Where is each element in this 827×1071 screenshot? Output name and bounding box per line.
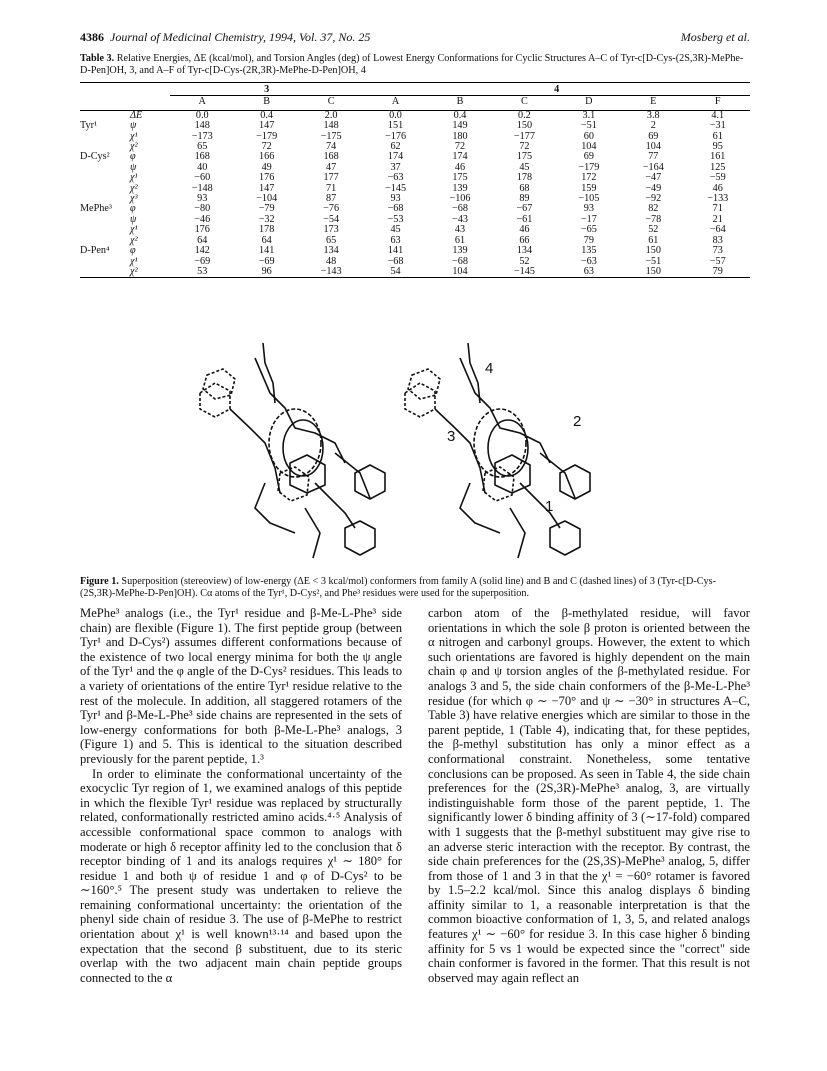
figure-label-4: 4 xyxy=(485,360,494,377)
value-cell: 134 xyxy=(323,245,339,257)
table-group-header-row xyxy=(80,83,750,96)
residue-cell xyxy=(80,215,130,225)
angle-cell: ΔE xyxy=(130,109,143,121)
figure-label-3: 3 xyxy=(447,428,456,445)
value-cell: 72 xyxy=(261,141,272,153)
group-header-3: 3 xyxy=(170,83,363,96)
value-cell: −78 xyxy=(645,213,662,225)
residue-cell: D-Pen⁴ xyxy=(80,245,110,257)
value-cell: 176 xyxy=(259,172,275,184)
column-header-3-a: A xyxy=(170,96,234,110)
value-cell: 178 xyxy=(259,224,275,236)
value-cell: −177 xyxy=(513,130,535,142)
angle-cell: ψ xyxy=(130,161,137,173)
column-header-4-b: B xyxy=(428,96,492,110)
column-header-4-f: F xyxy=(686,96,751,110)
value-cell: 166 xyxy=(259,151,275,163)
value-cell: 0.0 xyxy=(389,109,402,121)
stereoview-figure xyxy=(195,333,635,573)
column-header-3-b: B xyxy=(234,96,298,110)
angle-cell: χ² xyxy=(130,182,138,194)
value-cell: 45 xyxy=(519,161,530,173)
value-cell: 141 xyxy=(259,245,275,257)
angle-cell: χ¹ xyxy=(130,255,138,267)
angle-cell: φ xyxy=(130,151,136,163)
column-header-3-c: C xyxy=(299,96,363,110)
value-cell: 49 xyxy=(261,161,272,173)
value-cell: 74 xyxy=(326,141,337,153)
value-cell: 77 xyxy=(648,151,659,163)
value-cell: 62 xyxy=(390,141,401,153)
value-cell: −143 xyxy=(299,267,363,278)
value-cell: 68 xyxy=(519,182,530,194)
value-cell: −79 xyxy=(258,203,275,215)
right-paragraph-1: carbon atom of the β-methylated residue, will favor orientations in which the sole β proton is oriented between the α nitrogen and carbonyl groups. However, the extent to which such orientations are favored is highly dependent on the main chain φ and ψ torsion angles of the β-methylated residue. For analogs 3 and 5, the side chain conformers of the β-Me-L-Phe³ residue (for which φ ∼ −70° and ψ ∼ −30° in structures A–C, Table 3) have relative energies which are similar to those in the parent peptide, 1 (Table 4), indicating that, for these peptides, the β-methyl substitution has only a minor effect as a conformational constraint. Nonetheless, some tentative conclusions can be proposed. As seen in Table 4, the side chain preferences for the (2S,3R)-MePhe³ analog, 3, are virtually indistinguishable form those of the parent peptide, 1. The significantly lower δ binding affinity of 3 (∼17-fold) compared with 1 suggests that the β-methyl substituent may give rise to an adverse steric interaction with the receptor. By contrast, the side chain preferences for the (2S,3S)-MePhe³ analog, 5, differ from those of 1 and 3 in that the χ¹ = −60° rotamer is favored by 1.5–2.2 kcal/mol. Since this analog displays δ binding affinity similar to 1, a reasonable interpretation is that the common bioactive conformation of 1, 3, 5, and related analogs features χ¹ ∼ −60° for residue 3. In this case higher δ binding affinity for 5 vs 1 would be expected since the "correct" side chain conformer is favored in the former. That this result is not observed may again reflect an xyxy=(428,606,750,985)
residue-cell xyxy=(80,173,130,183)
value-cell: −51 xyxy=(580,120,597,132)
value-cell: 72 xyxy=(454,141,466,153)
table-caption xyxy=(80,53,750,77)
figure-label: Figure 1. xyxy=(80,576,119,587)
value-cell: 46 xyxy=(519,224,530,236)
value-cell: −43 xyxy=(452,213,468,225)
value-cell: 0.4 xyxy=(453,109,467,121)
angle-cell: φ xyxy=(130,203,136,215)
value-cell: −60 xyxy=(194,172,211,184)
column-header-4-d: D xyxy=(557,96,621,110)
table-row xyxy=(80,246,750,256)
body-column-left xyxy=(80,606,402,985)
value-cell: 40 xyxy=(197,161,208,173)
value-cell: 64 xyxy=(197,234,208,246)
journal-citation: Journal of Medicinal Chemistry, 1994, Vol. 37, No. 25 xyxy=(110,30,371,44)
value-cell: 148 xyxy=(323,120,339,132)
value-cell: 134 xyxy=(516,245,533,257)
value-cell: 148 xyxy=(194,120,210,132)
value-cell: 141 xyxy=(387,245,404,257)
value-cell: 93 xyxy=(583,203,594,215)
value-cell: 96 xyxy=(234,267,298,278)
value-cell: 21 xyxy=(712,213,723,225)
value-cell: −31 xyxy=(709,120,726,132)
value-cell: −164 xyxy=(642,161,664,173)
right-stereo-structure xyxy=(405,343,590,558)
value-cell: −65 xyxy=(580,224,597,236)
table-row xyxy=(80,110,750,121)
value-cell: 47 xyxy=(326,161,337,173)
value-cell: 45 xyxy=(390,224,401,236)
value-cell: 65 xyxy=(326,234,337,246)
value-cell: 3.8 xyxy=(646,109,660,121)
figure-caption-text: Superposition (stereoview) of low-energy (ΔE < 3 kcal/mol) conformers from family A (solid line) and B and C (dashed lines) of 3 (Tyr-c[D-Cys-(2S,3R)-MePhe-D-Pen]OH). Cα atoms of the Tyr¹, D-Cys², and Phe³ residues were used for the superposition. xyxy=(80,576,716,599)
value-cell: −106 xyxy=(449,193,471,205)
value-cell: −76 xyxy=(323,203,340,215)
angle-cell: ψ xyxy=(130,120,137,132)
value-cell: −68 xyxy=(452,203,468,215)
table-column-header-row xyxy=(80,96,750,110)
value-cell: 61 xyxy=(454,234,466,246)
value-cell: −63 xyxy=(580,255,597,267)
value-cell: 4.1 xyxy=(711,109,725,121)
column-header-4-e: E xyxy=(621,96,685,110)
table-caption-text: Relative Energies, ΔE (kcal/mol), and Torsion Angles (deg) of Lowest Energy Conformations for Cyclic Structures A–C of Tyr-c[D-Cys-(2S,3R)-MePhe-D-Pen]OH, 3, and A–F of Tyr-c[D-Cys-(2R,3R)-MePhe-D-Pen]OH, 4 xyxy=(80,53,744,76)
value-cell: 0.0 xyxy=(195,109,209,121)
value-cell: −145 xyxy=(385,182,407,194)
figure-label-1: 1 xyxy=(545,498,554,515)
value-cell: −179 xyxy=(256,130,278,142)
value-cell: −68 xyxy=(387,203,404,215)
value-cell: −61 xyxy=(516,213,533,225)
value-cell: −80 xyxy=(194,203,211,215)
value-cell: −64 xyxy=(709,224,726,236)
value-cell: −175 xyxy=(320,130,342,142)
value-cell: 72 xyxy=(519,141,530,153)
value-cell: 63 xyxy=(557,267,621,278)
value-cell: 147 xyxy=(259,120,275,132)
angle-cell: χ¹ xyxy=(130,130,138,142)
value-cell: −179 xyxy=(578,161,600,173)
value-cell: 48 xyxy=(326,255,337,267)
value-cell: 161 xyxy=(710,151,726,163)
value-cell: −46 xyxy=(194,213,211,225)
value-cell: 139 xyxy=(452,245,468,257)
value-cell: −145 xyxy=(492,267,556,278)
angle-cell: φ xyxy=(130,245,136,257)
value-cell: 69 xyxy=(583,151,594,163)
value-cell: −68 xyxy=(452,255,468,267)
value-cell: −53 xyxy=(387,213,404,225)
running-authors: Mosberg et al. xyxy=(680,30,750,44)
value-cell: −68 xyxy=(387,255,404,267)
figure-label-2: 2 xyxy=(573,413,582,430)
value-cell: 0.2 xyxy=(518,109,531,121)
value-cell: 69 xyxy=(648,130,659,142)
value-cell: 175 xyxy=(452,172,468,184)
value-cell: 142 xyxy=(194,245,210,257)
value-cell: 3.1 xyxy=(582,109,596,121)
figure-caption xyxy=(80,576,750,600)
value-cell: −105 xyxy=(578,193,600,205)
value-cell: 73 xyxy=(712,245,723,257)
group-header-4: 4 xyxy=(363,83,750,96)
column-header-4-a: A xyxy=(363,96,427,110)
body-column-right xyxy=(428,606,750,985)
value-cell: −47 xyxy=(645,172,662,184)
value-cell: 63 xyxy=(390,234,401,246)
value-cell: −173 xyxy=(191,130,213,142)
value-cell: 177 xyxy=(323,172,339,184)
value-cell: 168 xyxy=(194,151,210,163)
value-cell: 71 xyxy=(712,203,723,215)
table-label: Table 3. xyxy=(80,53,115,64)
value-cell: −63 xyxy=(387,172,404,184)
value-cell: 168 xyxy=(323,151,339,163)
angle-cell: χ¹ xyxy=(130,224,138,236)
value-cell: 53 xyxy=(170,267,234,278)
value-cell: 175 xyxy=(516,151,533,163)
value-cell: 174 xyxy=(452,151,468,163)
value-cell: 46 xyxy=(712,182,723,194)
value-cell: 172 xyxy=(581,172,597,184)
value-cell: 79 xyxy=(686,267,751,278)
value-cell: 180 xyxy=(452,130,468,142)
angle-cell: χ² xyxy=(130,234,138,246)
value-cell: 2.0 xyxy=(324,109,338,121)
value-cell: 93 xyxy=(197,193,208,205)
residue-cell xyxy=(80,132,130,142)
value-cell: 147 xyxy=(259,182,275,194)
value-cell: 82 xyxy=(648,203,659,215)
value-cell: 64 xyxy=(261,234,272,246)
value-cell: 176 xyxy=(194,224,210,236)
value-cell: 139 xyxy=(452,182,468,194)
value-cell: −92 xyxy=(645,193,662,205)
residue-cell xyxy=(80,267,130,278)
value-cell: −69 xyxy=(194,255,211,267)
value-cell: 52 xyxy=(648,224,659,236)
value-cell: 65 xyxy=(197,141,208,153)
value-cell: 151 xyxy=(387,120,404,132)
value-cell: 61 xyxy=(712,130,723,142)
value-cell: 150 xyxy=(645,245,661,257)
value-cell: 87 xyxy=(326,193,337,205)
value-cell: 2 xyxy=(650,120,656,132)
value-cell: 37 xyxy=(390,161,401,173)
value-cell: 104 xyxy=(428,267,492,278)
value-cell: 66 xyxy=(519,234,530,246)
value-cell: 95 xyxy=(712,141,723,153)
left-paragraph-1: MePhe³ analogs (i.e., the Tyr¹ residue and β-Me-L-Phe³ side chain) are flexible (Figure 1). The first peptide group (between Tyr¹ and D-Cys²) assumes different conformations because of the existence of two local energy minima for both the ψ angle of the Tyr¹ and the φ angle of the D-Cys² residues. This leads to a variety of orientations of the entire Tyr¹ residue relative to the rest of the molecule. In addition, all staggered rotamers of the Tyr¹ and β-Me-L-Phe³ side chains are represented in the sets of low-energy conformations for both β-Me-L-Phe³ analogs, 3 (Figure 1) and 5. This is identical to the situation described previously for the parent peptide, 1.³ xyxy=(80,606,402,766)
residue-cell: MePhe³ xyxy=(80,203,112,215)
table-row xyxy=(80,267,750,278)
value-cell: 71 xyxy=(326,182,337,194)
residue-cell xyxy=(80,163,130,173)
value-cell: 46 xyxy=(454,161,466,173)
angle-cell: χ³ xyxy=(130,193,138,205)
value-cell: −104 xyxy=(256,193,278,205)
value-cell: 83 xyxy=(712,234,723,246)
value-cell: 104 xyxy=(645,141,661,153)
value-cell: −148 xyxy=(191,182,213,194)
residue-cell: D-Cys² xyxy=(80,151,110,163)
value-cell: 43 xyxy=(454,224,466,236)
value-cell: −176 xyxy=(385,130,407,142)
angle-cell: χ² xyxy=(130,141,138,153)
value-cell: 61 xyxy=(648,234,659,246)
value-cell: −67 xyxy=(516,203,533,215)
value-cell: 150 xyxy=(621,267,685,278)
value-cell: −49 xyxy=(645,182,662,194)
angle-cell: ψ xyxy=(130,213,137,225)
value-cell: 52 xyxy=(519,255,530,267)
value-cell: −54 xyxy=(323,213,340,225)
left-paragraph-2: In order to eliminate the conformational uncertainty of the exocyclic Tyr region of 1, we examined analogs of this peptide in which the flexible Tyr¹ residue was replaced by structurally related, conformationally restricted amino acids.⁴·⁵ Analysis of accessible conformational space common to analogs with moderate or high δ receptor affinity led to the conclusion that δ receptor binding of 1 and its analogs requires χ¹ ∼ 180° for residue 1 and both ψ of residue 1 and φ of D-Cys² to be ∼160°.⁵ The present study was undertaken to relieve the remaining conformational uncertainty: the orientation of the phenyl side chain of residue 3. The use of β-MePhe to restrict orientation about χ¹ is well known¹³·¹⁴ and based upon the expectation that the second β substituent, due to its steric overlap with the two adjacent main chain peptide groups connected to the α xyxy=(80,766,402,985)
value-cell: 60 xyxy=(583,130,594,142)
value-cell: 104 xyxy=(581,141,597,153)
value-cell: 89 xyxy=(519,193,530,205)
torsion-table xyxy=(80,82,750,278)
column-header-4-c: C xyxy=(492,96,556,110)
value-cell: 149 xyxy=(452,120,468,132)
angle-cell: χ¹ xyxy=(130,172,138,184)
value-cell: 93 xyxy=(390,193,401,205)
value-cell: −133 xyxy=(707,193,729,205)
value-cell: −57 xyxy=(709,255,726,267)
value-cell: −17 xyxy=(580,213,597,225)
value-cell: −32 xyxy=(258,213,275,225)
value-cell: 125 xyxy=(710,161,726,173)
value-cell: 150 xyxy=(516,120,533,132)
value-cell: −51 xyxy=(645,255,662,267)
angle-cell: χ² xyxy=(130,267,170,278)
residue-cell xyxy=(80,257,130,267)
value-cell: 178 xyxy=(516,172,533,184)
value-cell: 159 xyxy=(581,182,597,194)
value-cell: 79 xyxy=(583,234,594,246)
residue-cell xyxy=(80,225,130,235)
page-number: 4386 xyxy=(80,30,104,44)
value-cell: 0.4 xyxy=(260,109,274,121)
residue-cell: Tyr¹ xyxy=(80,120,98,132)
value-cell: 54 xyxy=(363,267,427,278)
value-cell: −69 xyxy=(258,255,275,267)
value-cell: −59 xyxy=(709,172,726,184)
value-cell: 173 xyxy=(323,224,339,236)
value-cell: 174 xyxy=(387,151,404,163)
left-stereo-structure xyxy=(200,343,385,558)
page-header xyxy=(80,30,750,46)
residue-cell xyxy=(80,184,130,194)
value-cell: 135 xyxy=(581,245,597,257)
